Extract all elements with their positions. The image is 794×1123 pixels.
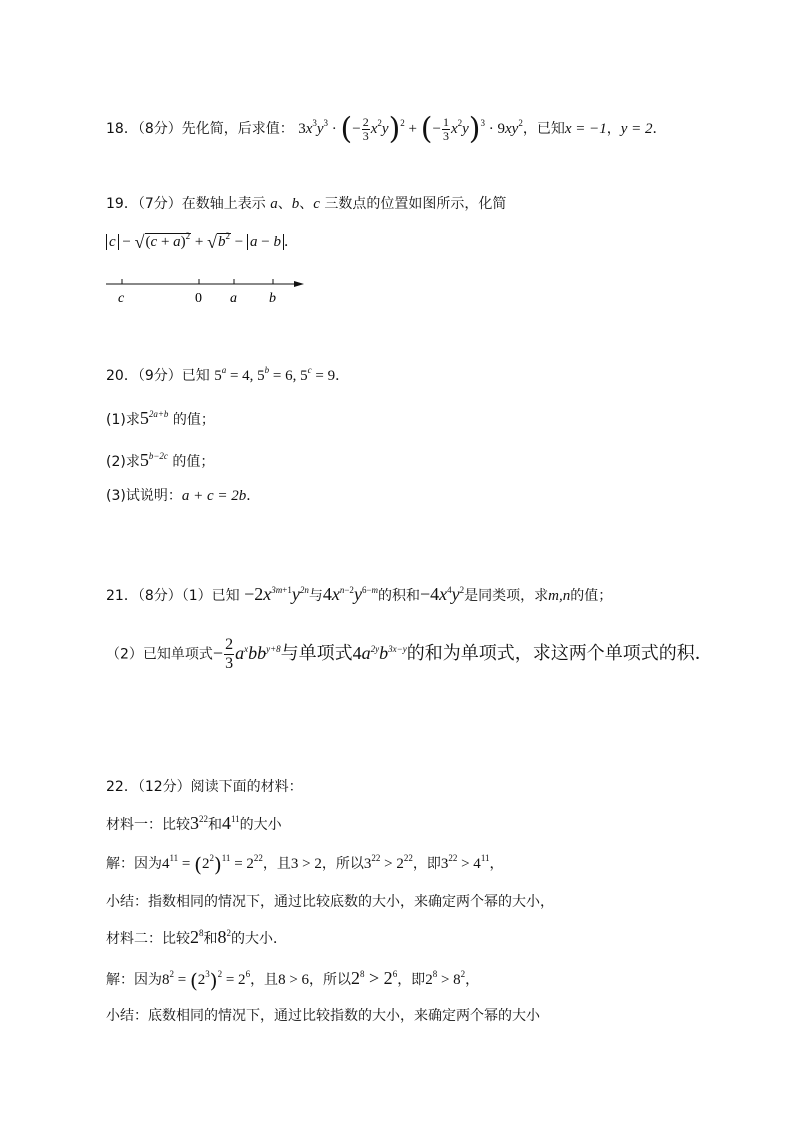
summary-1: 小结：指数相同的情况下，通过比较底数的大小，来确定两个幂的大小， [106, 894, 554, 910]
q19-text-a: 在数轴上表示 [181, 196, 266, 212]
q21-number: 21． [106, 588, 138, 604]
q21-p2-mid: 与单项式 [280, 642, 353, 663]
m1-sol-f: ， [489, 856, 504, 872]
question-19 [106, 194, 506, 214]
q18-expression: $3x^3y^3$ · (− $\frac{2}{3}$ $x^2y)^2$ + (− $\frac{1}{3}$ $x^2y)^3 \cdot 9xy^2$ [298, 111, 523, 147]
m2-sol-c: 8 > 6 [278, 972, 310, 988]
q18-end: ． [652, 120, 667, 137]
q20-p3-eq: a + c = 2b [181, 488, 247, 504]
q19-var-a: a [270, 196, 278, 212]
m2-tail: 的大小． [231, 931, 287, 947]
label-b: b [269, 291, 276, 306]
q20-text: 已知 [181, 368, 210, 384]
q22-material-2-title: 材料二：比较$2^8$和$8^2$的大小． [106, 927, 287, 947]
question-20 [106, 366, 349, 386]
m1-sol-c: 3 > 2 [290, 856, 322, 872]
q21-p2-end: 的和为单项式，求这两个单项式的积． [406, 642, 713, 663]
m1-and: 和 [208, 817, 222, 833]
q21-p1-label: （1）已知 [181, 588, 240, 604]
q21-score: （8分） [137, 588, 182, 604]
q19-text-b: 三数点的位置如图所示，化简 [324, 196, 507, 212]
q20-part-3 [106, 486, 260, 506]
number-line-diagram [100, 272, 310, 308]
q20-p2-label: (2)求 [106, 454, 140, 470]
q22-summary-2 [106, 1006, 540, 1026]
m2-sol-e: ，即 [397, 972, 426, 988]
q19-sep2: 、 [299, 196, 314, 212]
q19-sep1: 、 [277, 196, 292, 212]
m2-sol-d: ，所以 [309, 972, 352, 988]
q20-p2-tail: 的值； [172, 454, 215, 470]
q19-score: （7分） [137, 196, 182, 212]
q22-summary-1 [106, 892, 554, 912]
m1-sol-d: ，所以 [321, 856, 364, 872]
q18-condition: ，已知 [522, 120, 565, 137]
q22-text: 阅读下面的材料： [190, 779, 303, 795]
summary-2: 小结：底数相同的情况下，通过比较指数的大小，来确定两个幂的大小 [106, 1008, 540, 1024]
q20-part-1: (1)求$5^{2a+b}$ 的值； [106, 408, 215, 428]
m2-sol-a: 解：因为 [106, 972, 162, 988]
q20-p1-label: (1)求 [106, 412, 140, 428]
q22-score: （12分） [137, 779, 191, 795]
q19-expression: $c - √(c + a)^2 + √b^2 - a - b$ ． [106, 232, 298, 252]
q18-x-value: x = −1 [564, 120, 607, 137]
question-21: 21．（8分）（1）已知 $-2x^{3m+1}y^{2n}$与$4x^{n-2}y^{6-m}$的积和$-4x^4y^2$是同类项，求m,n的值； [106, 584, 613, 604]
m1-sol-b: ，且 [262, 856, 291, 872]
m1-tail: 的大小 [239, 817, 282, 833]
q21-p1-mid1: 与 [308, 588, 323, 604]
q18-text: 先化简，后求值： [181, 120, 294, 137]
q20-p3-label: (3)试说明： [106, 488, 182, 504]
number-line-arrow-icon [294, 281, 304, 287]
m2-title: 材料二：比较 [106, 931, 190, 947]
q20-condition: $5^a = 4$, $5^b = 6$, $5^c = 9$ [214, 365, 336, 384]
q21-p2-label: （2）已知单项式 [106, 646, 213, 663]
q18-number: 18． [106, 120, 138, 137]
q21-p1-end: 的值； [570, 588, 613, 604]
q20-score: （9分） [137, 368, 182, 384]
label-c: c [118, 291, 125, 306]
q20-number: 20． [106, 368, 138, 384]
m1-sol-e: ，即 [412, 856, 441, 872]
q22-material-1-solution: 解：因为$4^{11} = (2^2)^{11} = 2^{22}$，且3 > 2，所以$3^{22} > 2^{22}$，即$3^{22} > 4^{11}$， [106, 852, 504, 877]
q21-p1-vars: m,n [548, 588, 571, 604]
q18-score: （8分） [137, 120, 182, 137]
m2-sol-f: ， [465, 972, 480, 988]
q21-p1-mid2: 的积和 [378, 588, 421, 604]
m2-sol-b: ，且 [250, 972, 279, 988]
q22-material-1-title: 材料一：比较$3^{22}$和$4^{11}$的大小 [106, 813, 282, 833]
m1-sol-a: 解：因为 [106, 856, 162, 872]
q20-end: ． [335, 368, 350, 384]
question-22 [106, 777, 303, 797]
q19-number: 19． [106, 196, 138, 212]
q19-var-b: b [291, 196, 300, 212]
label-a: a [230, 291, 237, 306]
q21-p1-mid3: 是同类项，求 [464, 588, 549, 604]
m2-and: 和 [203, 931, 218, 947]
label-0: 0 [195, 291, 202, 306]
q22-material-2-solution: 解：因为$8^2 = (2^3)^2 = 2^6$，且8 > 6，所以$2^8 > 2^6$，即$2^8 > 8^2$， [106, 968, 480, 993]
q19-end: ． [283, 234, 298, 250]
q19-var-c: c [313, 196, 320, 212]
m1-title: 材料一：比较 [106, 817, 190, 833]
q22-number: 22． [106, 779, 138, 795]
q20-part-2: (2)求$5^{b-2c}$ 的值； [106, 450, 215, 470]
q18-sep: ， [606, 120, 621, 137]
q20-p1-tail: 的值； [172, 412, 215, 428]
question-18 [106, 111, 667, 147]
q20-p3-end: ． [246, 488, 261, 504]
q18-y-value: y = 2 [620, 120, 653, 137]
q21-part-2: （2）已知单项式− $\frac{2}{3}$ $a^xbb^{y+8}$与单项式$4a^{2y}b^{3x-y}$的和为单项式，求这两个单项式的积． [106, 636, 713, 672]
